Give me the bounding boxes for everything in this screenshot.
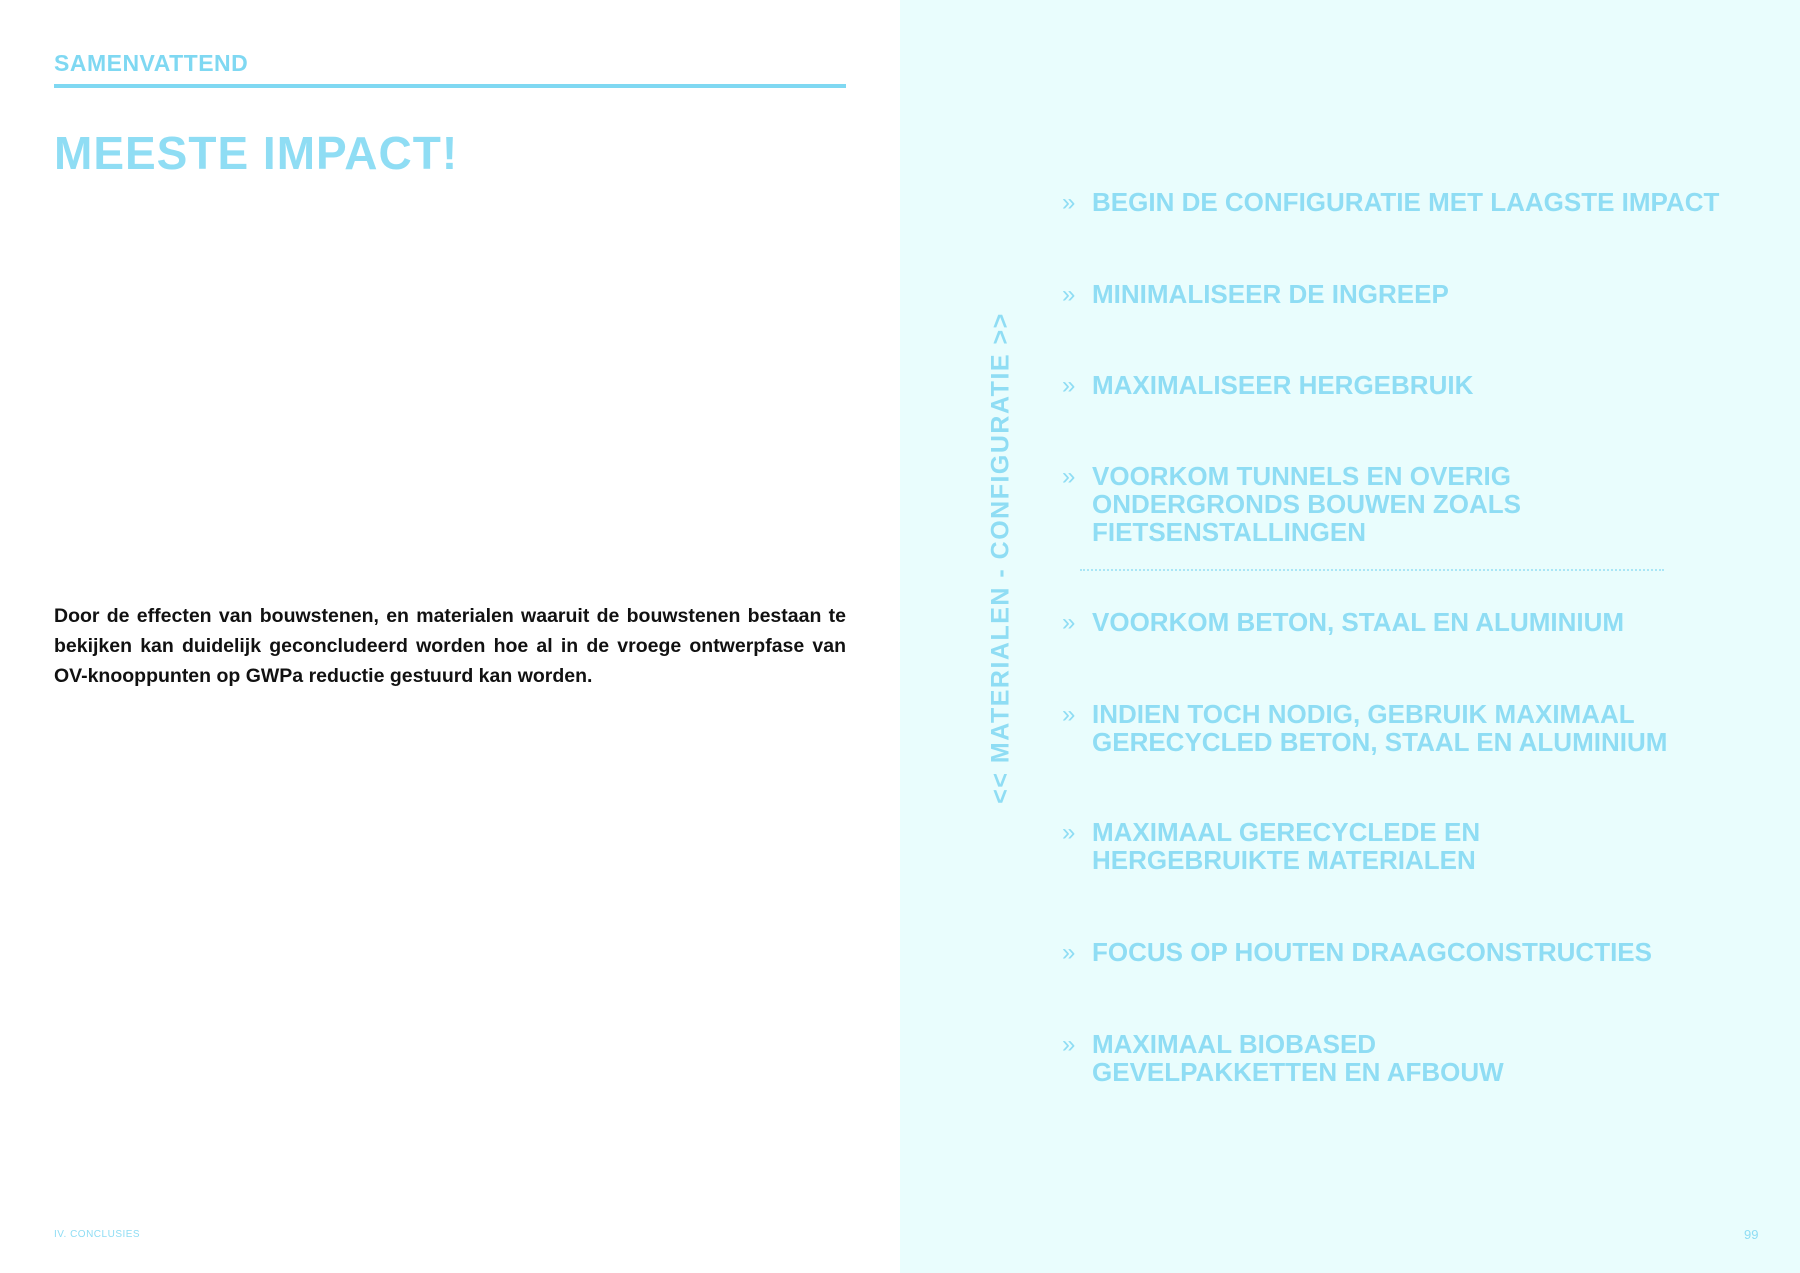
list-item-label: MAXIMAAL GERECYCLEDE EN HERGEBRUIKTE MATERIALEN (1092, 817, 1481, 875)
list-item-label: VOORKOM BETON, STAAL EN ALUMINIUM (1092, 607, 1625, 637)
section-label: SAMENVATTEND (54, 50, 249, 76)
chevron-bullet-icon: » (1062, 281, 1076, 308)
page-title: MEESTE IMPACT! (54, 127, 459, 179)
list-item-label: MAXIMALISEER HERGEBRUIK (1092, 370, 1474, 400)
list-item-label: BEGIN DE CONFIGURATIE MET LAAGSTE IMPACT (1092, 187, 1720, 217)
list-item-label: INDIEN TOCH NODIG, GEBRUIK MAXIMAAL GERECYCLED BETON, STAAL EN ALUMINIUM (1092, 699, 1668, 757)
chevron-bullet-icon: » (1062, 819, 1076, 846)
chevron-bullet-icon: » (1062, 189, 1076, 216)
list-item-label: FOCUS OP HOUTEN DRAAGCONSTRUCTIES (1092, 937, 1652, 967)
chapter-footer: IV. CONCLUSIES (54, 1229, 141, 1240)
page-number: 99 (1744, 1227, 1759, 1242)
chevron-bullet-icon: » (1062, 463, 1076, 490)
chevron-bullet-icon: » (1062, 1031, 1076, 1058)
list-item-label: VOORKOM TUNNELS EN OVERIG ONDERGRONDS BOUWEN ZOALS FIETSENSTALLINGEN (1092, 461, 1521, 547)
chevron-bullet-icon: » (1062, 609, 1076, 636)
section-divider (54, 84, 846, 88)
dotted-divider (1080, 569, 1664, 571)
list-item-label: MAXIMAAL BIOBASED GEVELPAKKETTEN EN AFBOUW (1092, 1029, 1504, 1087)
chevron-bullet-icon: » (1062, 939, 1076, 966)
list-item-label: MINIMALISEER DE INGREEP (1092, 279, 1449, 309)
axis-label: << MATERIALEN - CONFIGURATIE >> (986, 312, 1015, 804)
chevron-bullet-icon: » (1062, 701, 1076, 728)
chevron-bullet-icon: » (1062, 372, 1076, 399)
body-paragraph: Door de effecten van bouwstenen, en materialen waaruit de bouwstenen bestaan te bekijken kan duidelijk geconcludeerd worden hoe al in de vroege ontwerpfase van OV-knooppunten op GWPa reductie gestuurd kan worden. (54, 605, 846, 687)
